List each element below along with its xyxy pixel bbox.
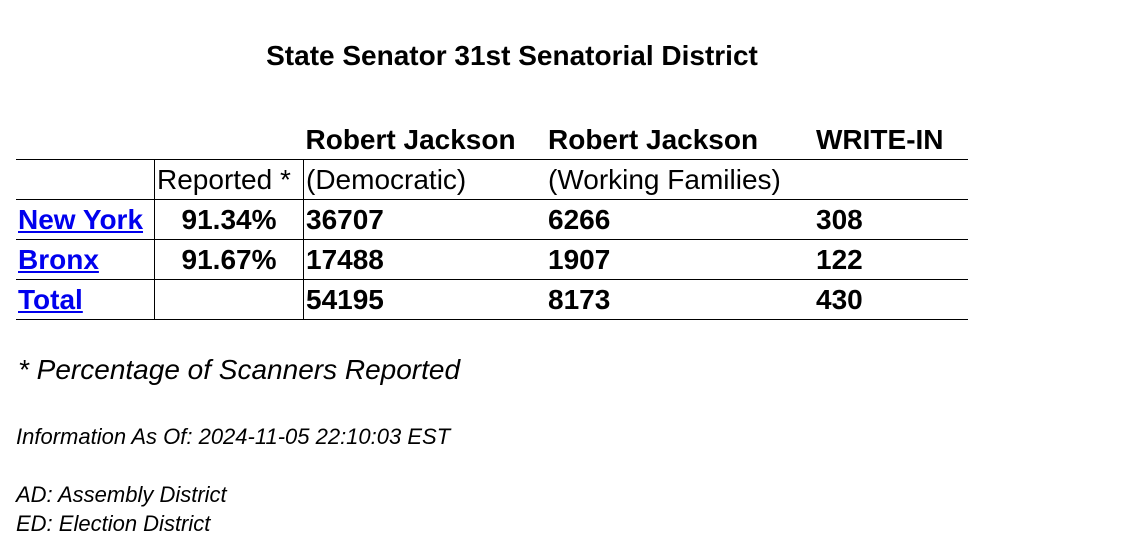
candidate-name-header: Robert Jackson	[546, 120, 814, 160]
empty-cell	[16, 160, 155, 200]
table-row	[16, 200, 968, 240]
county-cell	[16, 240, 155, 280]
county-link-new-york[interactable]: New York	[18, 203, 144, 235]
vote-count: 36707	[304, 200, 547, 240]
results-table	[16, 120, 968, 320]
party-label: (Working Families)	[546, 160, 814, 200]
party-label	[814, 160, 968, 200]
vote-count: 122	[814, 240, 968, 280]
legend-ed: ED: Election District	[16, 511, 211, 536]
county-cell	[16, 280, 155, 320]
reported-percent: 91.34%	[155, 200, 304, 240]
candidate-name-header: Robert Jackson	[304, 120, 547, 160]
vote-count: 1907	[546, 240, 814, 280]
reported-header: Reported *	[155, 160, 304, 200]
reported-percent: 91.67%	[155, 240, 304, 280]
vote-count: 17488	[304, 240, 547, 280]
empty-header-cell	[16, 120, 155, 160]
legend-ad: AD: Assembly District	[16, 482, 227, 507]
vote-count: 8173	[546, 280, 814, 320]
candidate-name-row	[16, 120, 968, 160]
vote-count: 6266	[546, 200, 814, 240]
total-link[interactable]: Total	[18, 283, 83, 315]
vote-count: 308	[814, 200, 968, 240]
footnote: * Percentage of Scanners Reported	[18, 354, 461, 385]
table-row	[16, 240, 968, 280]
timestamp: Information As Of: 2024-11-05 22:10:03 EST	[16, 424, 451, 449]
reported-percent	[155, 280, 304, 320]
party-label: (Democratic)	[304, 160, 547, 200]
vote-count: 430	[814, 280, 968, 320]
party-row	[16, 160, 968, 200]
county-link-bronx[interactable]: Bronx	[18, 243, 99, 275]
total-row	[16, 280, 968, 320]
page-title: State Senator 31st Senatorial District	[266, 40, 758, 71]
candidate-name-header: WRITE-IN	[814, 120, 968, 160]
county-cell	[16, 200, 155, 240]
empty-header-cell	[155, 120, 304, 160]
vote-count: 54195	[304, 280, 547, 320]
